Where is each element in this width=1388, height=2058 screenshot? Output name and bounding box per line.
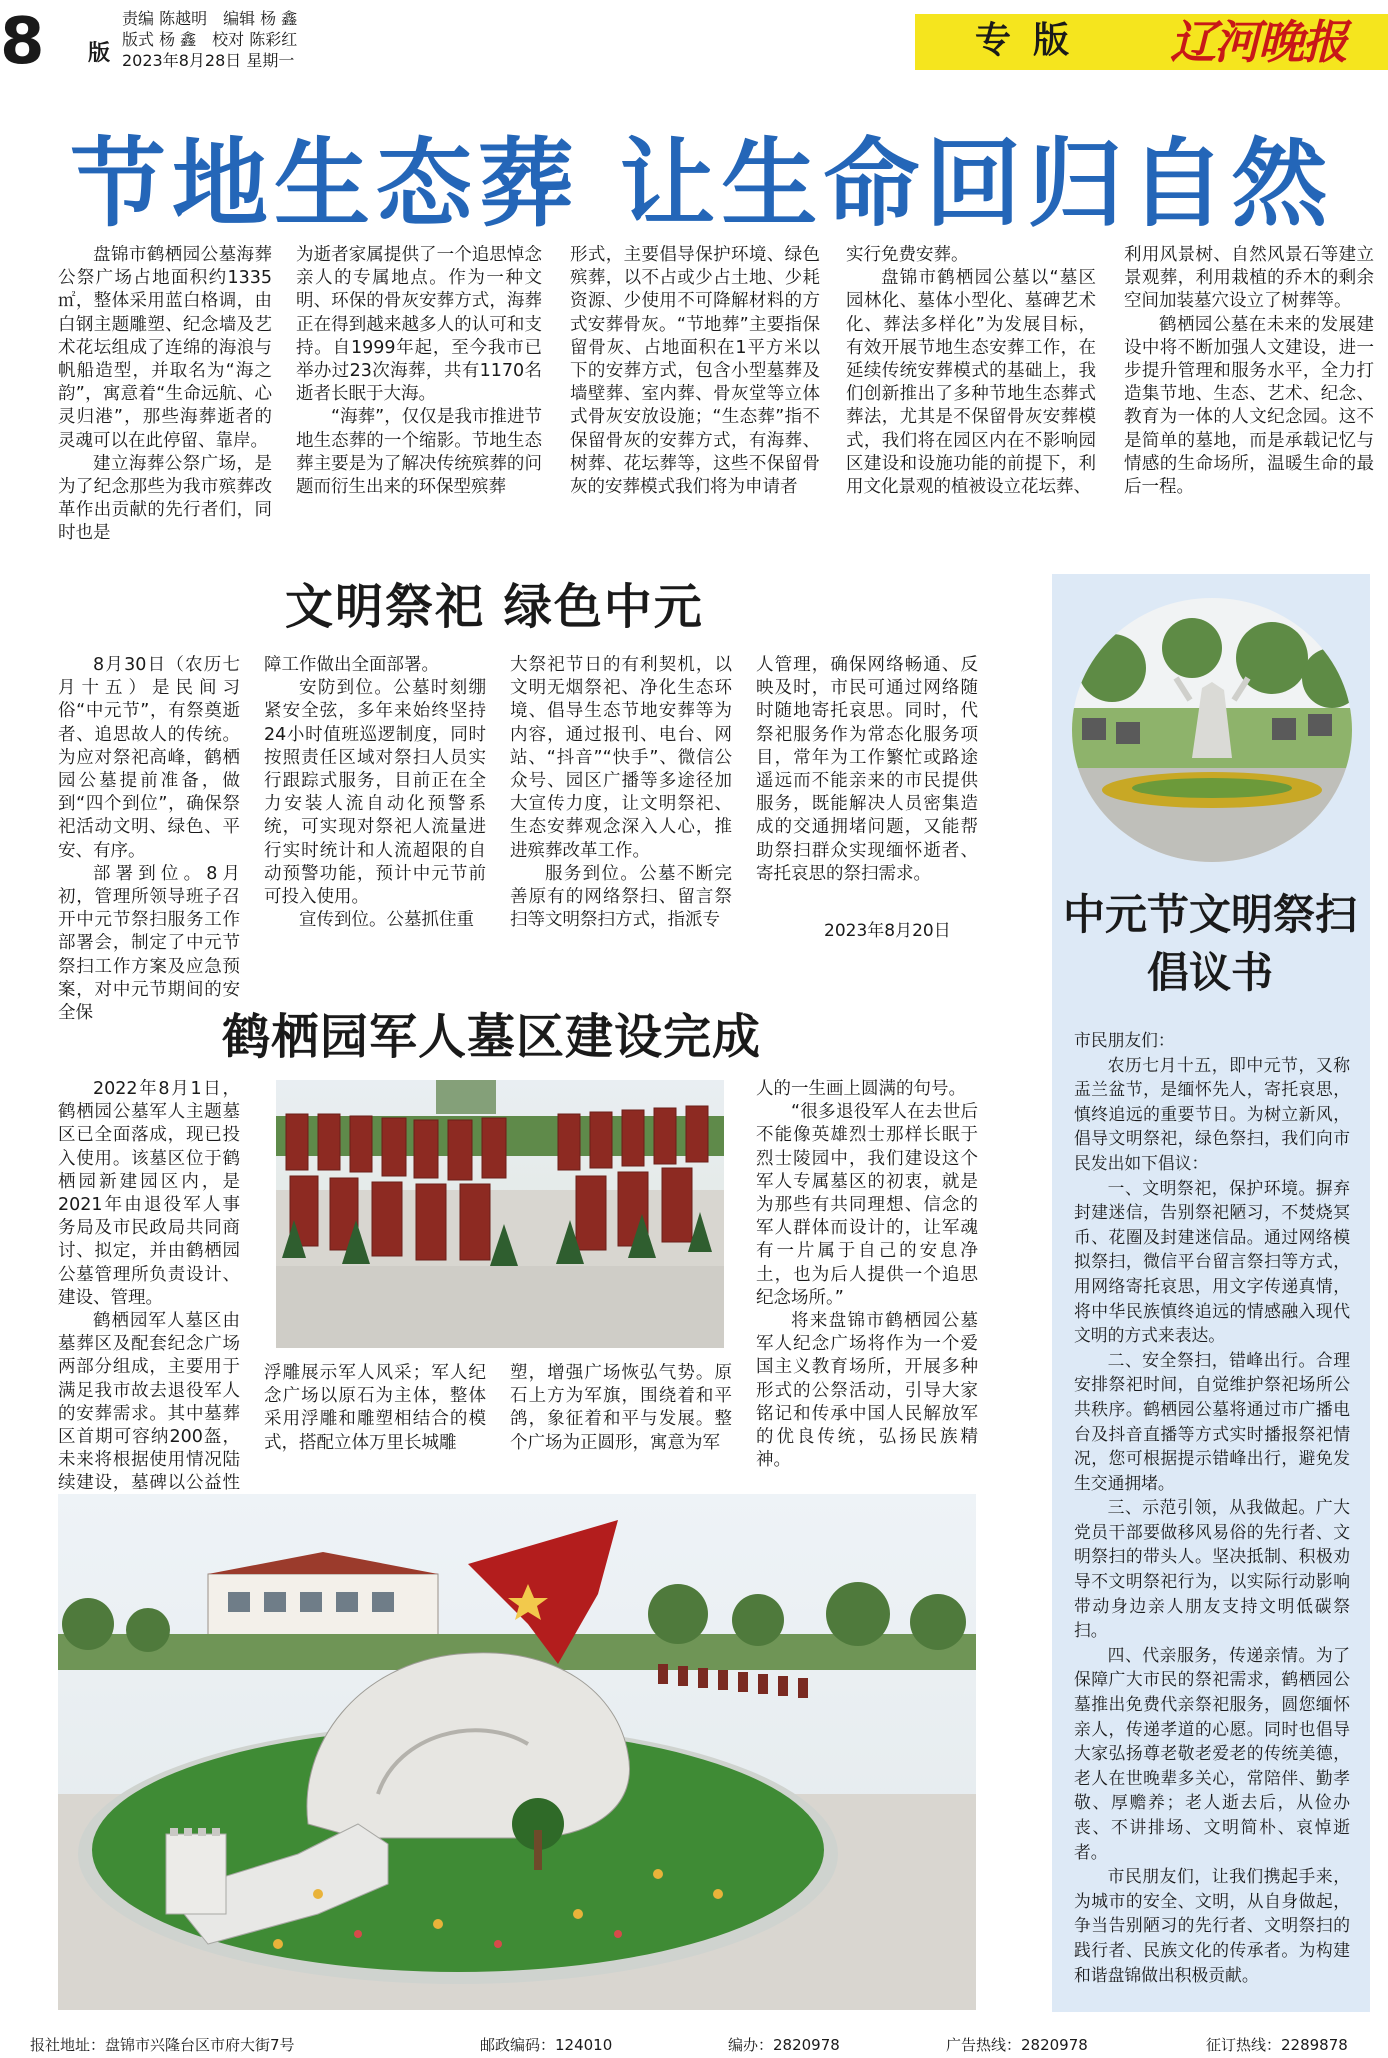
- article1-col1: [58, 244, 272, 546]
- page-number: 8: [0, 5, 43, 79]
- paragraph: 一、文明祭祀，保护环境。摒弃封建迷信，告别祭祀陋习，不焚烧冥币、花圈及封建迷信品。通过网络模拟祭扫，微信平台留言祭扫等方式，用网络寄托哀思，用文字传递真情，将中华民族慎终追远的情感融入现代文明的方式来表达。: [1074, 1177, 1350, 1346]
- edition-label: 专版: [975, 20, 1092, 61]
- footer: [0, 2026, 1388, 2058]
- footer-subscribe: 征订热线：2289878: [1206, 2036, 1348, 2054]
- paragraph: 人的一生画上圆满的句号。: [756, 1079, 966, 1099]
- paragraph: 浮雕展示军人风采；军人纪念广场以原石为主体，整体采用浮雕和雕塑相结合的模式，搭配立体万里长城雕: [264, 1363, 486, 1453]
- article3-col4: [756, 1078, 978, 1472]
- article3-col1: [58, 1078, 240, 1542]
- paragraph: 市民朋友们，让我们携起手来，为城市的安全、文明，从自身做起，争当告别陋习的先行者、文明祭扫的践行者、民族文化的传承者。为构建和谐盘锦做出积极贡献。: [1074, 1866, 1350, 1985]
- page-unit: 版: [88, 41, 111, 66]
- paragraph: 鹤栖园军人墓区由墓葬区及配套纪念广场两部分组成，主要用于满足我市故去退役军人的安葬需求。其中墓葬区首期可容纳200盔，未来将根据使用情况陆续建设，墓碑以公益性: [58, 1311, 240, 1494]
- memorial-statue-photo: [1072, 598, 1352, 862]
- proposal-title-line-2: 倡议书: [1146, 948, 1273, 997]
- paragraph: 为逝者家属提供了一个追思悼念亲人的专属地点。作为一种文明、环保的骨灰安葬方式，海葬正在得到越来越多人的认可和支持。自1999年起，至今我市已举办过23次海葬，共有1170名逝者长眠于大海。: [296, 245, 542, 405]
- section-title-military-cemetery: 鹤栖园军人墓区建设完成: [222, 1009, 762, 1065]
- article2-col4: [756, 654, 978, 886]
- article1-col4: [846, 244, 1096, 499]
- paragraph: 将来盘锦市鹤栖园公墓军人纪念广场将作为一个爱国主义教育场所，开展多种形式的公祭活动，引导大家铭记和传承中国人民解放军的优良传统，弘扬民族精神。: [756, 1311, 978, 1471]
- article2-col2: [264, 654, 486, 932]
- memorial-plaza-photo: [58, 1494, 976, 2010]
- proposal-title-line-1: 中元节文明祭扫: [1062, 890, 1357, 939]
- paragraph: 2022年8月1日，鹤栖园公墓军人主题墓区已全面落成，现已投入使用。该墓区位于鹤栖园新建园区内，是2021年由退役军人事务局及市民政局共同商讨、拟定，并由鹤栖园公墓管理所负责设计、建设、管理。: [58, 1079, 240, 1308]
- footer-editor: 编办：2820978: [728, 2036, 840, 2054]
- paragraph: 利用风景树、自然风景石等建立景观葬，利用栽植的乔木的剩余空间加装墓穴设立了树葬等。: [1124, 245, 1374, 312]
- paragraph: 二、安全祭扫，错峰出行。合理安排祭祀时间，自觉维护祭祀场所公共秩序。鹤栖园公墓将通过市广播电台及抖音直播等方式实时播报祭祀情况，您可根据提示错峰出行，避免发生交通拥堵。: [1074, 1349, 1350, 1493]
- paragraph: 8月30日（农历七月十五）是民间习俗“中元节”，有祭奠逝者、追思故人的传统。为应对祭祀高峰，鹤栖园公墓提前准备，做到“四个到位”，确保祭祀活动文明、绿色、平安、有序。: [58, 655, 240, 861]
- paragraph: “海葬”，仅仅是我市推进节地生态葬的一个缩影。节地生态葬主要是为了解决传统殡葬的问题而衍生出来的环保型殡葬: [296, 407, 542, 498]
- credits-line-2: 版式 杨 鑫 校对 陈彩红: [122, 30, 298, 49]
- paragraph: “很多退役军人在去世后不能像英雄烈士那样长眠于烈士陵园中，我们建设这个军人专属墓区的初衷，就是为那些有共同理想、信念的军人群体而设计的，让军魂有一片属于自己的安息净土，也为后人提供一个追思纪念场所。”: [756, 1102, 978, 1308]
- article1-col3: [570, 244, 820, 499]
- paragraph: 人管理，确保网络畅通、反映及时，市民可通过网络随时随地寄托哀思。同时，代祭祀服务作为常态化服务项目，常年为工作繁忙或路途遥远而不能亲来的市民提供服务，既能解决人员密集造成的交通拥堵问题，又能帮助祭扫群众实现缅怀逝者、寄托哀思的祭扫需求。: [756, 655, 978, 884]
- paragraph: 鹤栖园公墓在未来的发展建设中将不断加强人文建设，进一步提升管理和服务水平，全力打造集节地、生态、艺术、纪念、教育为一体的人文纪念园。这不是简单的墓地，而是承载记忆与情感的生命场所，温暖生命的最后一程。: [1124, 314, 1374, 498]
- paragraph: 塑，增强广场恢弘气势。原石上方为军旗，围绕着和平鸽，象征着和平与发展。整个广场为正圆形，寓意为军: [510, 1363, 732, 1453]
- article2-col3: [510, 654, 732, 932]
- article3-col2: [264, 1362, 486, 1455]
- paragraph: 障工作做出全面部署。: [264, 655, 439, 675]
- editor-credits: [122, 8, 297, 71]
- footer-postcode: 邮政编码：124010: [480, 2036, 613, 2054]
- paragraph: 建立海葬公祭广场，是为了纪念那些为我市殡葬改革作出贡献的先行者们，同时也是: [58, 453, 272, 544]
- main-headline: 节地生态葬 让生命回归自然: [70, 128, 1334, 240]
- paragraph: 部署到位。8月初，管理所领导班子召开中元节祭扫服务工作部署会，制定了中元节祭扫工作方案及应急预案，对中元节期间的安全保: [58, 863, 240, 1024]
- article1-col2: [296, 244, 542, 499]
- issue-date: 2023年8月28日 星期一: [122, 51, 295, 70]
- footer-address: 报社地址：盘锦市兴隆台区市府大街7号: [30, 2036, 295, 2054]
- paragraph: 大祭祀节日的有利契机，以文明无烟祭祀、净化生态环境、倡导生态节地安葬等为内容，通过报刊、电台、网站、“抖音”“快手”、微信公众号、园区广播等多途径加大宣传力度，让文明祭祀、生态安葬观念深入人心，推进殡葬改革工作。: [510, 655, 732, 861]
- paragraph: 安防到位。公墓时刻绷紧安全弦，多年来始终坚持24小时值班巡逻制度，同时按照责任区域对祭扫人员实行跟踪式服务，目前正在全力安装人流自动化预警系统，可实现对祭祀人流量进行实时统计和人流超限的自动预警功能，预计中元节前可投入使用。: [264, 678, 486, 908]
- proposal-title: [1060, 886, 1360, 1002]
- greeting: 市民朋友们：: [1074, 1030, 1175, 1050]
- paragraph: 形式，主要倡导保护环境、绿色殡葬，以不占或少占土地、少耗资源、少使用不可降解材料的方式安葬骨灰。“节地葬”主要指保留骨灰、占地面积在1平方米以下的安葬方式，包含小型墓葬及墙壁葬、室内葬、骨灰堂等立体式骨灰安放设施；“生态葬”指不保留骨灰的安葬方式，有海葬、树葬、花坛葬等，这些不保留骨灰的安葬模式我们将为申请者: [570, 245, 820, 498]
- footer-ad: 广告热线：2820978: [946, 2036, 1088, 2054]
- paragraph: 宣传到位。公墓抓住重: [299, 910, 474, 931]
- paragraph: 服务到位。公墓不断完善原有的网络祭扫、留言祭扫等文明祭扫方式，指派专: [510, 863, 732, 931]
- paragraph: 农历七月十五，即中元节，又称盂兰盆节，是缅怀先人，寄托哀思，慎终追远的重要节日。为树立新风，倡导文明祭祀，绿色祭扫，我们向市民发出如下倡议：: [1074, 1054, 1350, 1173]
- article1-col5: [1124, 244, 1374, 499]
- newspaper-logo: 辽河晚报: [1170, 15, 1346, 69]
- article2-col1: [58, 654, 240, 1025]
- article2-date: 2023年8月20日: [824, 921, 951, 941]
- article3-col3: [510, 1362, 732, 1455]
- paragraph: 三、示范引领，从我做起。广大党员干部要做移风易俗的先行者、文明祭扫的带头人。坚决抵制、积极劝导不文明祭祀行为，以实际行动影响带动身边亲人朋友支持文明低碳祭扫。: [1074, 1497, 1350, 1641]
- proposal-body: [1074, 1028, 1350, 1987]
- military-graves-photo: [276, 1080, 724, 1348]
- paragraph: 盘锦市鹤栖园公墓海葬公祭广场占地面积约1335㎡，整体采用蓝白格调，由白钢主题雕塑、纪念墙及艺术花坛组成了连绵的海浪与帆船造型，并取名为“海之韵”，寓意着“生命远航、心灵归港”，那些海葬逝者的灵魂可以在此停留、靠岸。: [58, 245, 272, 451]
- paragraph: 四、代亲服务，传递亲情。为了保障广大市民的祭祀需求，鹤栖园公墓推出免费代亲祭祀服务，圆您缅怀亲人，传递孝道的心愿。同时也倡导大家弘扬尊老敬老爱老的传统美德，老人在世晚辈多关心，常陪伴、勤孝敬、厚赡养；老人逝去后，从俭办丧、不讲排场、文明简朴、哀悼逝者。: [1074, 1644, 1350, 1862]
- section-title-civilized-sacrifice: 文明祭祀 绿色中元: [285, 579, 704, 635]
- paragraph: 盘锦市鹤栖园公墓以“墓区园林化、墓体小型化、墓碑艺术化、葬法多样化”为发展目标，有效开展节地生态安葬工作，在延续传统安葬模式的基础上，我们创新推出了多种节地生态葬式葬法，尤其是不保留骨灰安葬模式，我们将在园区内在不影响园区建设和设施功能的前提下，利用文化景观的植被设立花坛葬、: [846, 268, 1096, 498]
- credits-line-1: 责编 陈越明 编辑 杨 鑫: [122, 9, 298, 28]
- paragraph: 实行免费安葬。: [846, 245, 969, 265]
